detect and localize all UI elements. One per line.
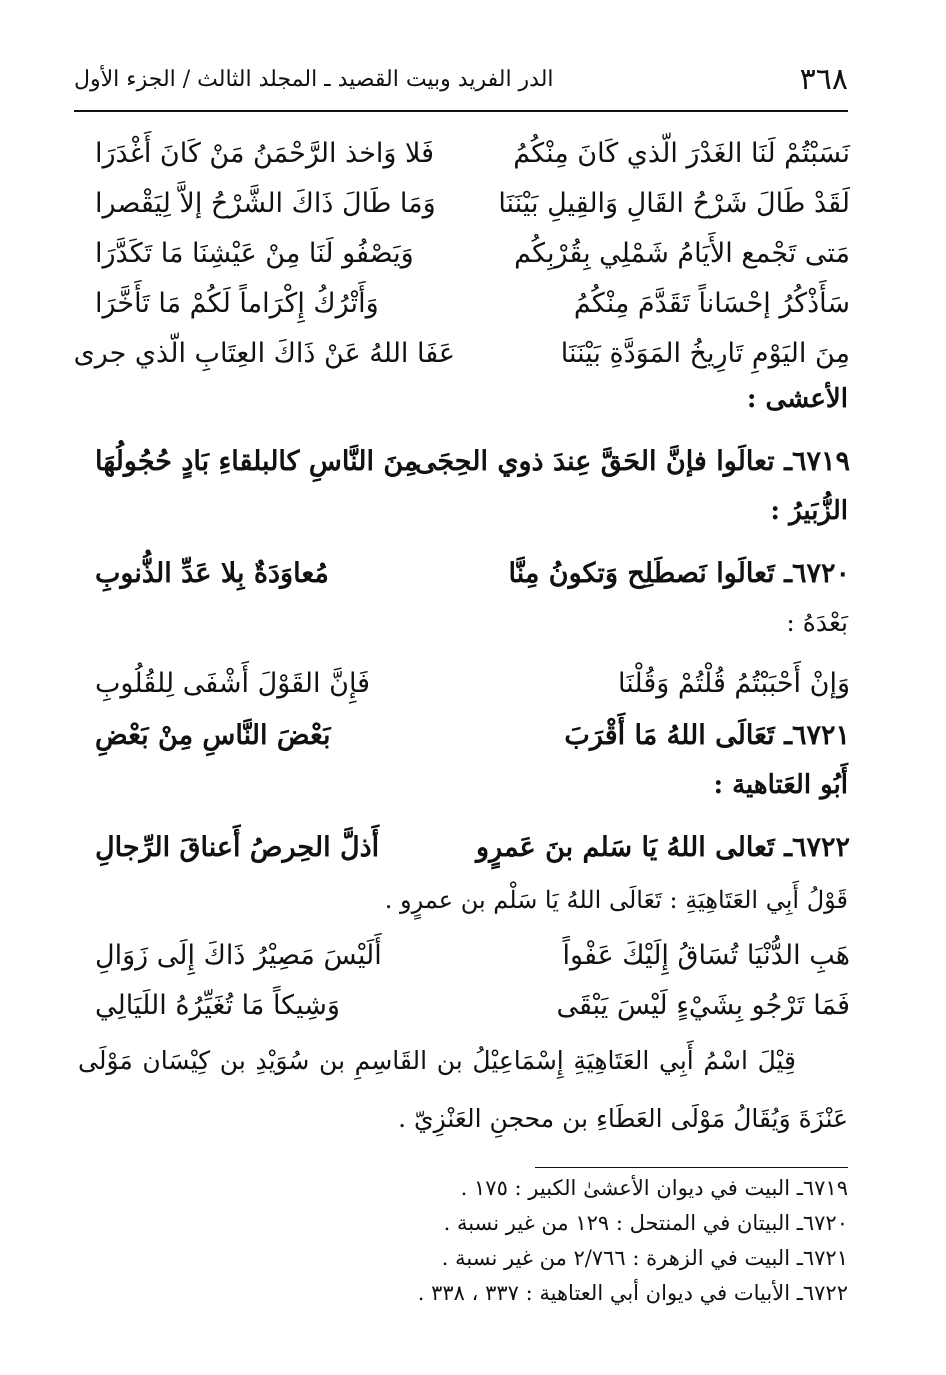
second-hemistich: مِنَ النَّاسِ كالبلقاءِ بَادٍ حُجُولُهَا [95,445,419,477]
second-hemistich: أَلَيْسَ مَصِيْرُ ذَاكَ إِلَى زَوَالِ [95,939,382,971]
verse-line [95,930,850,980]
first-hemistich: هَبِ الدُّنْيَا تُسَاقُ إِلَيْكَ عَفْواً [562,939,850,971]
page-header [74,58,848,100]
first-hemistich: ٦٧٢١ـ تَعَالَى اللهُ مَا أَقْرَبَ [564,719,850,751]
verse-6722 [95,822,850,872]
prose-line: قَوْلُ أَبِي العَتَاهِيَةِ : تَعَالَى اللهُ يَا سَلْم بن عمرٍو . [384,886,848,914]
second-hemistich: مُعاوَدَةٌ بِلا عَدِّ الذُّنوبِ [95,557,329,589]
second-hemistich: وَشِيكاً مَا تُغَيِّرُهُ اللَيَالِي [95,989,340,1021]
footnote-rule [535,1167,848,1168]
second-hemistich: وَأَتْرُكُ إِكْرَاماً لَكُمْ مَا تَأَخَّرَا [95,287,379,319]
second-hemistich: وَيَصْفُو لَنَا مِنْ عَيْشِنَا مَا تَكَدَّرَا [95,237,414,269]
first-hemistich: ٦٧٢٢ـ تَعالى اللهُ يَا سَلم بنَ عَمرٍو [476,831,850,863]
verse-line [95,228,850,278]
first-hemistich: سَأَذْكُرُ إحْسَاناً تَقَدَّمَ مِنْكُمُ [573,287,850,319]
footnote: ٦٧٢٠ـ البيتان في المنتحل : ١٢٩ من غير نسبة . [443,1211,848,1235]
verse-line [95,980,850,1030]
second-hemistich: أَذلَّ الحِرصُ أَعناقَ الرِّجالِ [95,831,380,863]
after-label: بَعْدَهُ : [786,608,848,637]
running-title: الدر الفريد وبيت القصيد ـ المجلد الثالث / الجزء الأول [74,66,554,92]
second-hemistich: وَمَا طَالَ ذَاكَ الشَّرْحُ إلاَّ لِيَقْصرا [95,187,436,219]
header-rule [74,110,848,112]
first-hemistich: ٦٧٢٠ـ تَعالَوا نَصطَلِح وَتكونُ مِنَّا [508,557,850,589]
poet-heading: الأعشى : [746,384,848,414]
verse-6721 [95,710,850,760]
poet-heading: الزُّبَيرُ : [770,496,848,526]
footnote: ٦٧١٩ـ البيت في ديوان الأعشىٰ الكبير : ١٧٥ . [460,1176,848,1200]
verse-line [95,128,850,178]
first-hemistich: نَسَبْتُمْ لَنَا الغَدْرَ الّذي كَانَ مِنْكُمُ [513,137,850,169]
first-hemistich: وَإنْ أَحْبَبْتُمُ قُلْتُمْ وَقُلْنَا [618,667,850,699]
footnote: ٦٧٢١ـ البيت في الزهرة : ٢/٧٦٦ من غير نسبة . [441,1246,848,1270]
verse-line [73,328,850,378]
verse-6719 [95,436,850,486]
verse-line [95,278,850,328]
second-hemistich: عَفَا اللهُ عَنْ ذَاكَ العِتَابِ الّذي جرى [73,337,455,369]
first-hemistich: مِنَ اليَوْمِ تَارِيخُ المَوَدَّةِ بَيْنَنَا [560,337,850,369]
verse-line [95,178,850,228]
page-number: ٣٦٨ [799,61,848,97]
first-hemistich: مَتى تَجْمع الأَيَامُ شَمْلِي بِقُرْبِكُم [514,237,850,269]
first-hemistich: ٦٧١٩ـ تعالَوا فإنَّ الحَقَّ عِندَ ذوي الحِجَى [414,445,850,477]
poet-heading: أَبُو العَتاهية : [713,770,848,800]
first-hemistich: فَمَا تَرْجُو بِشَيْءٍ لَيْسَ يَبْقَى [556,989,850,1021]
footnote: ٦٧٢٢ـ الأبيات في ديوان أبي العتاهية : ٣٣٧ ، ٣٣٨ . [417,1281,848,1305]
verse-line [95,658,850,708]
second-hemistich: بَعْضَ النَّاسِ مِنْ بَعْضِ [95,719,331,751]
biography-paragraph: قِيْلَ اسْمُ أَبِي العَتَاهِيَةِ إِسْمَاعِيْلُ بن القَاسِمِ بن سُوَيْدِ بن كِيْسَان مَوْلَى عَنْزَةَ وَيُقَالُ مَوْلَى العَطَاءِ بن محجنِ العَنْزِيّ . [78,1046,848,1133]
second-hemistich: فَإِنَّ القَوْلَ أَشْفَى لِلقُلُوبِ [95,667,371,699]
first-hemistich: لَقَدْ طَالَ شَرْحُ القَالِ وَالقِيلِ بَيْنَنَا [498,187,850,219]
verse-6720 [95,548,850,598]
second-hemistich: فَلا وَاخذ الرَّحْمَنُ مَنْ كَانَ أَغْدَرَا [95,137,435,169]
